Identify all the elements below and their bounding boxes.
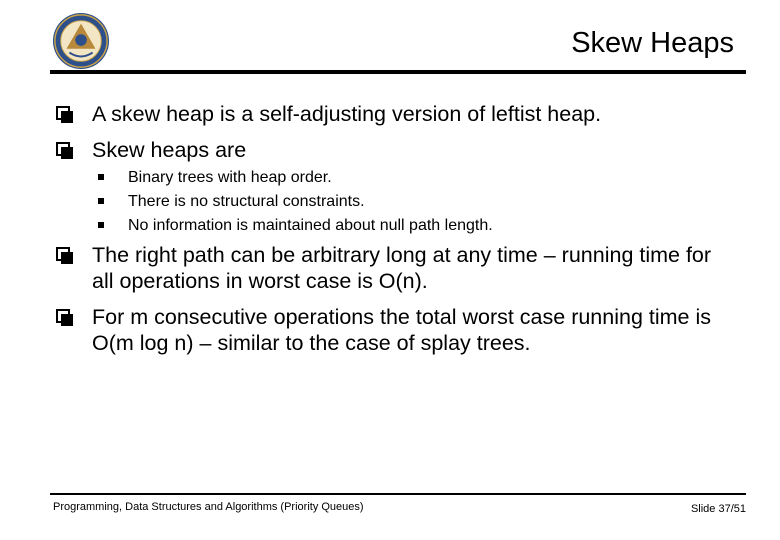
footer-course-title: Programming, Data Structures and Algorithms (Priority Queues) xyxy=(53,501,364,513)
slide-content xyxy=(48,101,738,356)
square-bullet-icon xyxy=(98,222,104,228)
checkbox-bullet-icon xyxy=(56,309,70,323)
footer-rule xyxy=(50,493,746,495)
bullet-text: A skew heap is a self-adjusting version of leftist heap. xyxy=(92,102,602,126)
sub-bullet-text: No information is maintained about null path length. xyxy=(128,217,493,234)
bullet-text: The right path can be arbitrary long at any time – running time for all operations in worst case is O(n). xyxy=(92,243,712,293)
square-bullet-icon xyxy=(98,198,104,204)
checkbox-bullet-icon xyxy=(56,247,70,261)
square-bullet-icon xyxy=(98,174,104,180)
slide-number: Slide 37/51 xyxy=(690,503,746,515)
bullet-2 xyxy=(48,137,738,163)
bullet-text: Skew heaps are xyxy=(92,138,247,162)
sub-bullet-3 xyxy=(48,215,738,236)
university-seal-icon xyxy=(52,12,110,70)
title-rule xyxy=(50,70,746,74)
bullet-4 xyxy=(48,304,738,356)
bullet-1 xyxy=(48,101,738,127)
bullet-text: For m consecutive operations the total worst case running time is O(m log n) – similar to the case of splay trees. xyxy=(92,305,712,355)
sub-bullet-text: There is no structural constraints. xyxy=(128,193,365,210)
bullet-3 xyxy=(48,242,738,294)
sub-bullet-list xyxy=(48,167,738,236)
sub-bullet-text: Binary trees with heap order. xyxy=(128,169,332,186)
sub-bullet-1 xyxy=(48,167,738,188)
sub-bullet-2 xyxy=(48,191,738,212)
checkbox-bullet-icon xyxy=(56,106,70,120)
slide-title: Skew Heaps xyxy=(571,27,734,59)
checkbox-bullet-icon xyxy=(56,142,70,156)
